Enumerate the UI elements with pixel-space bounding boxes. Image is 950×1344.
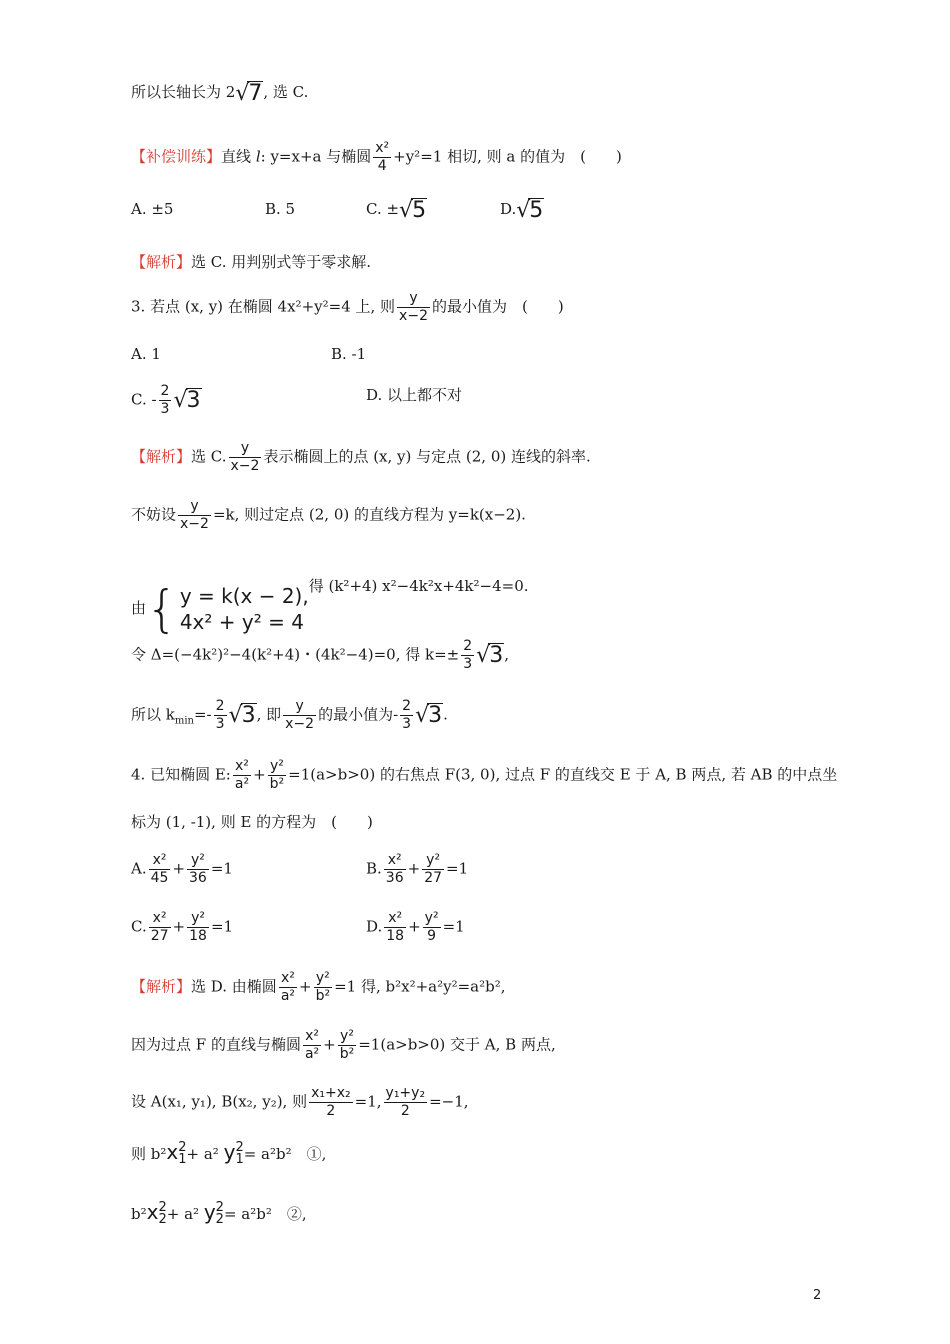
fraction-x2-over-4: $\frac{\text{x²}}{4}$ [375,140,390,174]
line-assume-k: 不妨设 $\frac{y}{x-2}$ =k, 则过定点 (2, 0) 的直线方程为 y=k(x−2). [131,498,526,532]
q4-option-d: D. $\frac{\text{x²}}{18}$ + $\frac{\text{y²}}{9}$ =1 [366,910,465,944]
brace-icon: { [146,580,178,638]
option-c: C. ±√5 [366,197,427,223]
equation-system: y = k(x − 2), 4x² + y² = 4 [179,584,309,634]
line-equation-2: b²x 2 2 + a² y 2 2 = a²b² ②, [131,1199,307,1227]
sqrt-7: √7 [235,80,263,106]
q3-option-c: C. - $\frac{2}{3}$ √3 [131,383,201,417]
line-discriminant: 令 Δ=(−4k²)²−4(k²+4)・(4k²−4)=0, 得 k=± $\frac{2}{3}$ √3, [131,638,509,672]
analysis-tag: 【解析】 [131,977,192,996]
option-a: A. ±5 [131,200,174,218]
text: 所以长轴长为 2 [131,83,236,101]
question-4-line-2: 标为 (1, -1), 则 E 的方程为 ( ) [131,813,373,831]
compensation-tag: 【补偿训练】 [131,147,222,166]
analysis-2: 【解析】选 C. $\frac{y}{x-2}$ 表示椭圆上的点 (x, y) 与定点 (2, 0) 连线的斜率. [131,440,591,474]
compensation-question: 【补偿训练】直线 l: y=x+a 与椭圆 $\frac{\text{x²}}{4}$ +y²=1 相切, 则 a 的值为 ( ) [131,140,622,174]
analysis-tag: 【解析】 [131,253,192,271]
analysis-1: 【解析】选 C. 用判别式等于零求解. [131,253,372,271]
question-4: 4. 已知椭圆 E: $\frac{\text{x²}}{\text{a²}}$ + $\frac{\text{y²}}{\text{b²}}$ =1(a>b>0) 的右焦点 F(3, 0), 过点 F 的直线交 E 于 A, B 两点, 若 AB 的中点坐 [131,758,838,792]
option-d: D.√5 [500,197,544,223]
line-midpoint: 设 A(x₁, y₁), B(x₂, y₂), 则 $\frac{\text{x₁+x₂}}{2}$ =1, $\frac{\text{y₁+y₂}}{2}$ =−1, [131,1085,469,1119]
line-major-axis [131,80,308,106]
question-3: 3. 若点 (x, y) 在椭圆 4x²+y²=4 上, 则 $\frac{y}{x-2}$ 的最小值为 ( ) [131,290,564,324]
page-number: 2 [813,1288,822,1303]
q4-option-c: C. $\frac{\text{x²}}{27}$ + $\frac{\text{y²}}{18}$ =1 [131,910,234,944]
option-b: B. 5 [265,200,296,218]
line-equation-1: 则 b²x 2 1 + a² y 2 1 = a²b² ①, [131,1139,327,1167]
analysis-3: 【解析】选 D. 由椭圆 $\frac{\text{x²}}{\text{a²}}$ + $\frac{\text{y²}}{\text{b²}}$ =1 得, b²x²+a²y²=a²b², [131,970,506,1004]
q4-option-b: B. $\frac{\text{x²}}{36}$ + $\frac{\text{y²}}{27}$ =1 [366,852,469,886]
analysis-tag: 【解析】 [131,447,192,466]
q3-option-a: A. 1 [131,345,161,363]
q4-option-a: A. $\frac{\text{x²}}{45}$ + $\frac{\text{y²}}{36}$ =1 [131,852,233,886]
q3-option-b: B. -1 [331,345,367,363]
line-system: 由 { y = k(x − 2), 4x² + y² = 4 得 (k²+4) x²−4k²x+4k²−4=0. [131,577,529,638]
text: , 选 C. [263,83,309,101]
line-kmin: 所以 $k_{min}=-$ $\frac{2}{3}$ √3, 即 $\frac{y}{x-2}$ 的最小值为- $\frac{2}{3}$ √3. [131,698,448,732]
line-intersect: 因为过点 F 的直线与椭圆 $\frac{\text{x²}}{\text{a²}}$ + $\frac{\text{y²}}{\text{b²}}$ =1(a>b>0) 交于 A, B 两点, [131,1028,556,1062]
q3-option-d: D. 以上都不对 [366,386,463,404]
fraction-y-over-x-2: $\frac{y}{x-2}$ [399,290,428,324]
